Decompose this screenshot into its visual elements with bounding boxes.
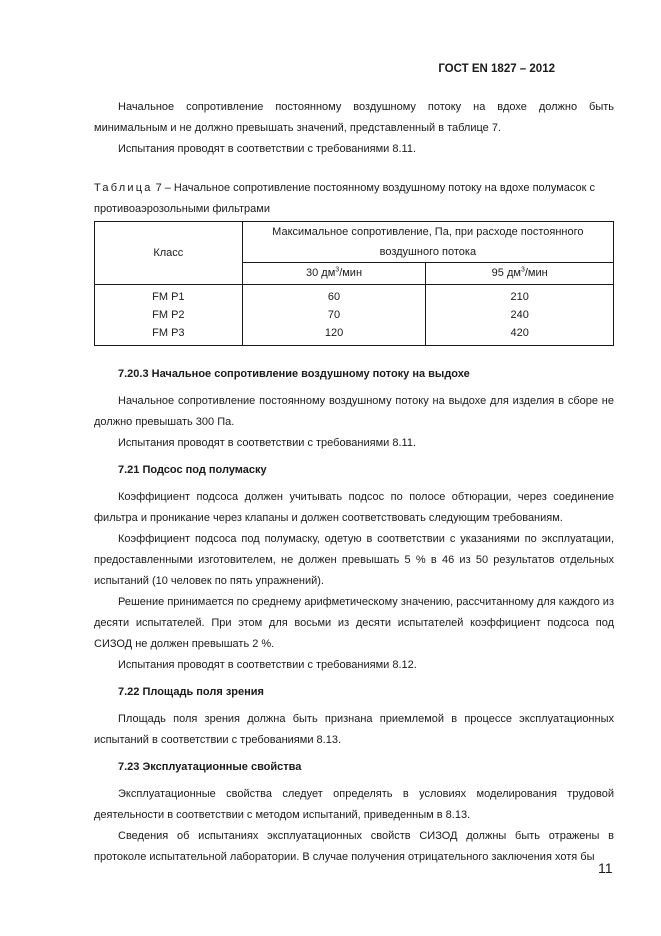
table-cell-value: 120: [242, 324, 426, 346]
table-cell-value: 70: [242, 306, 426, 324]
paragraph: Коэффициент подсоса должен учитывать подсос по полосе обтюрации, через соединение фильтра и проникание через клапаны и должен соответствовать следующим требованиям.: [94, 491, 614, 524]
table-7: [94, 221, 614, 346]
table-cell-value: 240: [426, 306, 614, 324]
table-caption-text: 7 – Начальное сопротивление постоянному воздушному потоку на вдохе полумасок с противоаэрозольными фильтрами: [94, 182, 595, 215]
table-row: [95, 285, 614, 307]
table-cell-value: 60: [242, 285, 426, 307]
table-caption: [94, 178, 614, 220]
table-caption-label: Таблица: [94, 182, 153, 194]
paragraph: Эксплуатационные свойства следует определять в условиях моделирования трудовой деятельности в соответствии с методом испытаний, приведенным в 8.13.: [94, 788, 614, 821]
paragraph: Испытания проводят в соответствии с требованиями 8.12.: [118, 659, 417, 671]
table-cell-class: FM P1: [95, 285, 243, 307]
paragraph: Сведения об испытаниях эксплуатационных свойств СИЗОД должны быть отражены в протоколе испытательной лаборатории. В случае получения отрицательного заключения хотя бы: [94, 830, 614, 863]
page-number: 11: [598, 860, 613, 876]
table-cell-value: 210: [426, 285, 614, 307]
section-heading: 7.21 Подсос под полумаску: [118, 464, 267, 476]
page-content: [94, 97, 614, 868]
table-cell-value: 420: [426, 324, 614, 346]
column-header-95: 95 $дм^3$/мин: [426, 263, 614, 285]
section-heading: 7.20.3 Начальное сопротивление воздушному потоку на выдохе: [118, 368, 470, 380]
paragraph: Начальное сопротивление постоянному воздушному потоку на выдохе для изделия в сборе не должно превышать 300 Па.: [94, 395, 614, 428]
column-header-30: 30 $дм^3$/мин: [242, 263, 426, 285]
column-header-class: Класс: [95, 222, 243, 285]
column-header-group: Максимальное сопротивление, Па, при расходе постоянного воздушного потока: [242, 222, 613, 263]
table-cell-class: FM P3: [95, 324, 243, 346]
table-row: [95, 324, 614, 346]
paragraph: Решение принимается по среднему арифметическому значению, рассчитанному для каждого из десяти испытателей. При этом для восьми из десяти испытателей коэффициент подсоса под СИЗОД не должен превышать 2 %.: [94, 596, 614, 650]
paragraph: Начальное сопротивление постоянному воздушному потоку на вдохе должно быть минимальным и не должно превышать значений, представленный в таблице 7.: [94, 101, 614, 134]
paragraph: Испытания проводят в соответствии с требованиями 8.11.: [118, 143, 417, 155]
table-cell-class: FM P2: [95, 306, 243, 324]
page-header: ГОСТ EN 1827 – 2012: [438, 63, 555, 75]
paragraph: Площадь поля зрения должна быть признана приемлемой в процессе эксплуатационных испытаний в соответствии с требованиями 8.13.: [94, 713, 614, 746]
section-heading: 7.23 Эксплуатационные свойства: [118, 761, 302, 773]
table-row: [95, 306, 614, 324]
section-heading: 7.22 Площадь поля зрения: [118, 686, 264, 698]
paragraph: Коэффициент подсоса под полумаску, одетую в соответствии с указаниями по эксплуатации, предоставленными изготовителем, не должен превышать 5 % в 46 из 50 результатов отдельных испытаний (10 человек по пять упражнений).: [94, 533, 614, 587]
paragraph: Испытания проводят в соответствии с требованиями 8.11.: [118, 437, 417, 449]
